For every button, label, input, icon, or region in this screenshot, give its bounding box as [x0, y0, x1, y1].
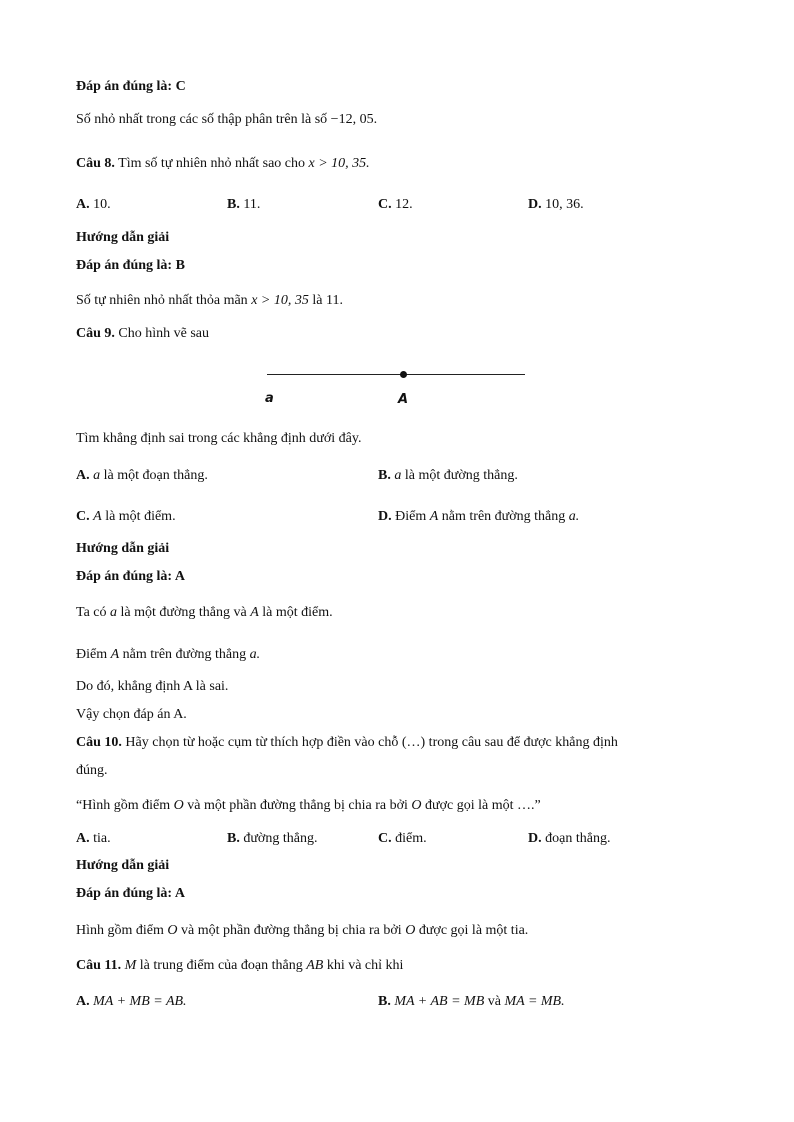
q8-option-b[interactable]: B. 11.	[227, 197, 261, 212]
q10-question: Câu 10. Hãy chọn từ hoặc cụm từ thích hợp điền vào chỗ (…) trong câu sau để được khẳng định	[76, 735, 618, 750]
q9-explanation-1: Ta có a là một đường thẳng và A là một điểm.	[76, 605, 333, 620]
q11-option-b[interactable]: B. MA + AB = MB và MA = MB.	[378, 994, 565, 1009]
q8-guide-heading: Hướng dẫn giải	[76, 230, 170, 245]
q9-explanation-2: Điểm A nằm trên đường thẳng a.	[76, 647, 261, 662]
q9-guide-heading: Hướng dẫn giải	[76, 541, 170, 556]
q10-guide-heading: Hướng dẫn giải	[76, 858, 170, 873]
c7-answer: Đáp án đúng là: C	[76, 79, 186, 94]
q8-explanation: Số tự nhiên nhỏ nhất thỏa mãn x > 10, 35 là 11.	[76, 293, 343, 308]
q8-option-a[interactable]: A. 10.	[76, 197, 111, 212]
figure-point-a	[400, 371, 407, 378]
c7-explanation: Số nhỏ nhất trong các số thập phân trên là số −12, 05.	[76, 112, 378, 127]
q8-answer: Đáp án đúng là: B	[76, 258, 185, 273]
q8-question: Câu 8. Tìm số tự nhiên nhỏ nhất sao cho x > 10, 35.	[76, 156, 370, 171]
q10-option-c[interactable]: C. điểm.	[378, 831, 427, 846]
q9-option-b[interactable]: B. a là một đường thẳng.	[378, 468, 518, 483]
q9-explanation-4: Vậy chọn đáp án A.	[76, 707, 187, 722]
q8-option-d[interactable]: D. 10, 36.	[528, 197, 584, 212]
figure-point-label: A	[398, 392, 409, 407]
q9-explanation-3: Do đó, khẳng định A là sai.	[76, 679, 229, 694]
q9-answer: Đáp án đúng là: A	[76, 569, 185, 584]
q11-option-a[interactable]: A. MA + MB = AB.	[76, 994, 187, 1009]
q9-option-d[interactable]: D. Điểm A nằm trên đường thẳng a.	[378, 509, 580, 524]
q10-explanation: Hình gồm điểm O và một phần đường thẳng bị chia ra bởi O được gọi là một tia.	[76, 923, 529, 938]
q10-option-b[interactable]: B. đường thẳng.	[227, 831, 318, 846]
figure-line-label: a	[265, 391, 274, 406]
q10-answer: Đáp án đúng là: A	[76, 886, 185, 901]
q9-option-c[interactable]: C. A là một điểm.	[76, 509, 176, 524]
q10-quote: “Hình gồm điểm O và một phần đường thẳng bị chia ra bởi O được gọi là một ….”	[76, 798, 541, 813]
q10-option-a[interactable]: A. tia.	[76, 831, 111, 846]
q10-option-d[interactable]: D. đoạn thẳng.	[528, 831, 611, 846]
q9-prompt: Tìm khẳng định sai trong các khẳng định dưới đây.	[76, 431, 362, 446]
q10-question-cont: đúng.	[76, 763, 108, 778]
figure-line-a	[267, 374, 525, 375]
q9-option-a[interactable]: A. a là một đoạn thẳng.	[76, 468, 208, 483]
q8-option-c[interactable]: C. 12.	[378, 197, 413, 212]
q11-question: Câu 11. M là trung điểm của đoạn thẳng AB khi và chỉ khi	[76, 958, 404, 973]
q9-question: Câu 9. Cho hình vẽ sau	[76, 326, 210, 341]
